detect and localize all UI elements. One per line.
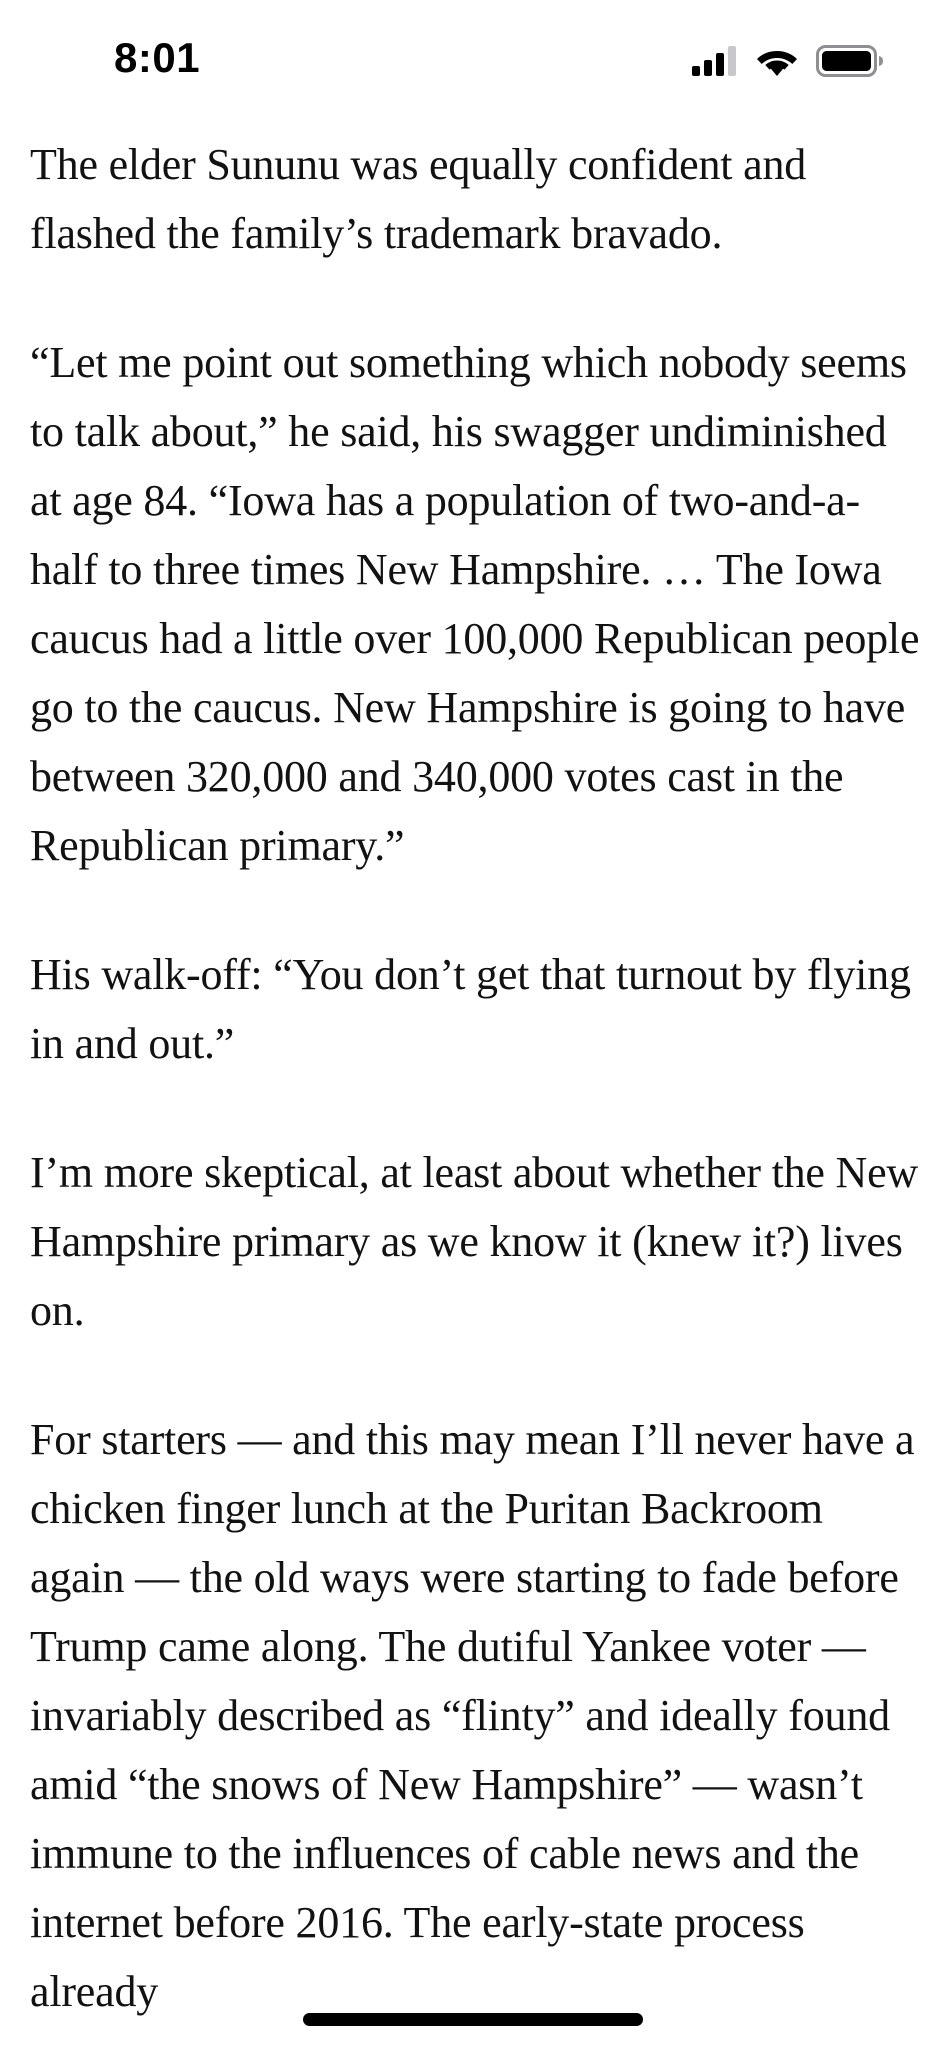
status-bar	[0, 0, 946, 126]
wifi-icon	[756, 45, 798, 81]
article-paragraph: “Let me point out something which nobody seems to talk about,” he said, his swagger undiminished at age 84. “Iowa has a population of two-and-a-half to three times New Hampshire. … The Iowa caucus had a little over 100,000 Republican people go to the caucus. New Hampshire is going to have between 320,000 and 340,000 votes cast in the Republican primary.”	[30, 338, 920, 870]
home-indicator[interactable]	[303, 2013, 643, 2026]
article-paragraph: I’m more skeptical, at least about whether the New Hampshire primary as we know it (knew it?) lives on.	[30, 1148, 919, 1335]
article-paragraph: For starters — and this may mean I’ll never have a chicken finger lunch at the Puritan Backroom again — the old ways were starting to fade before Trump came along. The dutiful Yankee voter — invariably described as “flinty” and ideally found amid “the snows of New Hampshire” — wasn’t immune to the influences of cable news and the internet before 2016. The early-state process already	[30, 1415, 915, 2016]
status-time: 8:01	[114, 34, 201, 81]
article-paragraph: His walk-off: “You don’t get that turnout by flying in and out.”	[30, 950, 911, 1068]
article-paragraph: The elder Sununu was equally confident and flashed the family’s trademark bravado.	[30, 140, 807, 258]
battery-icon	[816, 45, 884, 82]
status-icons	[692, 46, 884, 80]
article-body	[30, 130, 920, 2048]
cellular-signal-icon	[692, 46, 738, 81]
